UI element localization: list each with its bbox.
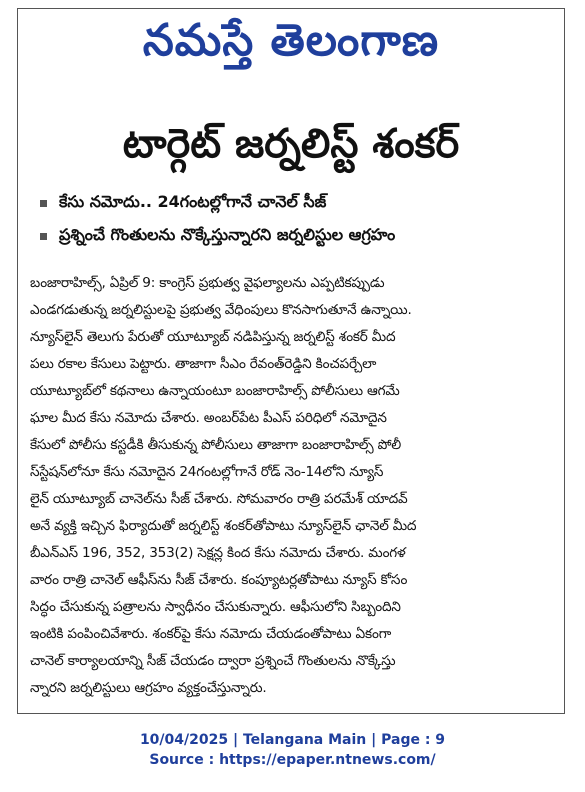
- subheadline-item: [40, 192, 552, 215]
- subheadline-list: [40, 192, 552, 258]
- bullet-square-icon: [40, 200, 47, 207]
- body-line: న్యూస్‌లైన్ తెలుగు పేరుతో యూట్యూబ్ నడిపిస్తున్న జర్నలిస్ట్ శంకర్ మీద: [30, 329, 396, 345]
- body-line: ఘాల మీద కేసు నమోదు చేశారు. అంబర్‌పేట పీఎస్ పరిధిలో నమోదైన: [30, 410, 387, 426]
- body-line: బంజారాహిల్స్, ఏప్రిల్ 9: కాంగ్రెస్ ప్రభుత్వ వైఫల్యాలను ఎప్పటికప్పుడు: [30, 275, 385, 291]
- body-line: లైన్ యూట్యూబ్ చానెల్‌ను సీజ్ చేశారు. సోమవారం రాత్రి పరమేశ్ యాదవ్: [30, 491, 408, 507]
- article-body: [30, 270, 554, 702]
- subheadline-text: ప్రశ్నించే గొంతులను నొక్కేస్తున్నారని జర్నలిస్టుల ఆగ్రహం: [59, 225, 396, 244]
- body-line: ఇంటికి పంపించివేశారు. శంకర్‌పై కేసు నమోదు చేయడంతోపాటు ఏకంగా: [30, 626, 392, 642]
- subheadline-item: [40, 225, 552, 248]
- body-line: అనే వ్యక్తి ఇచ్చిన ఫిర్యాదుతో జర్నలిస్ట్ శంకర్‌తోపాటు న్యూస్‌లైన్ ఛానెల్ మీద: [30, 518, 417, 534]
- article-headline: టార్గెట్ జర్నలిస్ట్ శంకర్: [122, 121, 460, 167]
- body-line: వారం రాత్రి చానెల్ ఆఫీస్‌ను సీజ్ చేశారు. కంప్యూటర్లతోపాటు న్యూస్ కోసం: [30, 572, 408, 588]
- source-footer: [0, 730, 585, 770]
- body-line: స్‌స్టేషన్‌లోనూ కేసు నమోదైన 24గంటల్లోగానే రోడ్ నెం-14లోని న్యూస్: [30, 464, 384, 480]
- subheadline-text: కేసు నమోదు.. 24గంటల్లోగానే చానెల్ సీజ్: [59, 192, 327, 211]
- footer-source-link[interactable]: Source : https://epaper.ntnews.com/: [149, 752, 436, 768]
- bullet-square-icon: [40, 233, 47, 240]
- body-line: యూట్యూబ్‌లో కథనాలు ఉన్నాయంటూ బంజారాహిల్స్ పోలీసులు ఆగమే: [30, 383, 400, 399]
- body-line: పలు రకాల కేసులు పెట్టారు. తాజాగా సీఎం రేవంత్‌రెడ్డిని కించపర్చేలా: [30, 356, 377, 372]
- body-line: ఎండగడుతున్న జర్నలిస్టులపై ప్రభుత్వ వేధింపులు కొనసాగుతూనే ఉన్నాయి.: [30, 302, 412, 318]
- body-line: చానెల్ కార్యాలయాన్ని సీజ్ చేయడం ద్వారా ప్రశ్నించే గొంతులను నొక్కేస్తు: [30, 653, 396, 669]
- body-line: బీఎన్‌ఎస్ 196, 352, 353(2) సెక్షన్ల కింద కేసు నమోదు చేశారు. మంగళ: [30, 545, 406, 561]
- newspaper-masthead: నమస్తే తెలంగాణ: [142, 15, 440, 66]
- body-line: కేసులో పోలీసు కస్టడీకి తీసుకున్న పోలీసులు తాజాగా బంజారాహిల్స్ పోలీ: [30, 437, 402, 453]
- body-line: సిద్ధం చేసుకున్న పత్రాలను స్వాధీనం చేసుకున్నారు. ఆఫీసులోని సిబ్బందిని: [30, 599, 401, 615]
- body-line: న్నారని జర్నలిస్టులు ఆగ్రహం వ్యక్తంచేస్తున్నారు.: [30, 680, 267, 696]
- clipping-frame: [17, 8, 565, 714]
- footer-date-page: 10/04/2025 | Telangana Main | Page : 9: [139, 732, 446, 748]
